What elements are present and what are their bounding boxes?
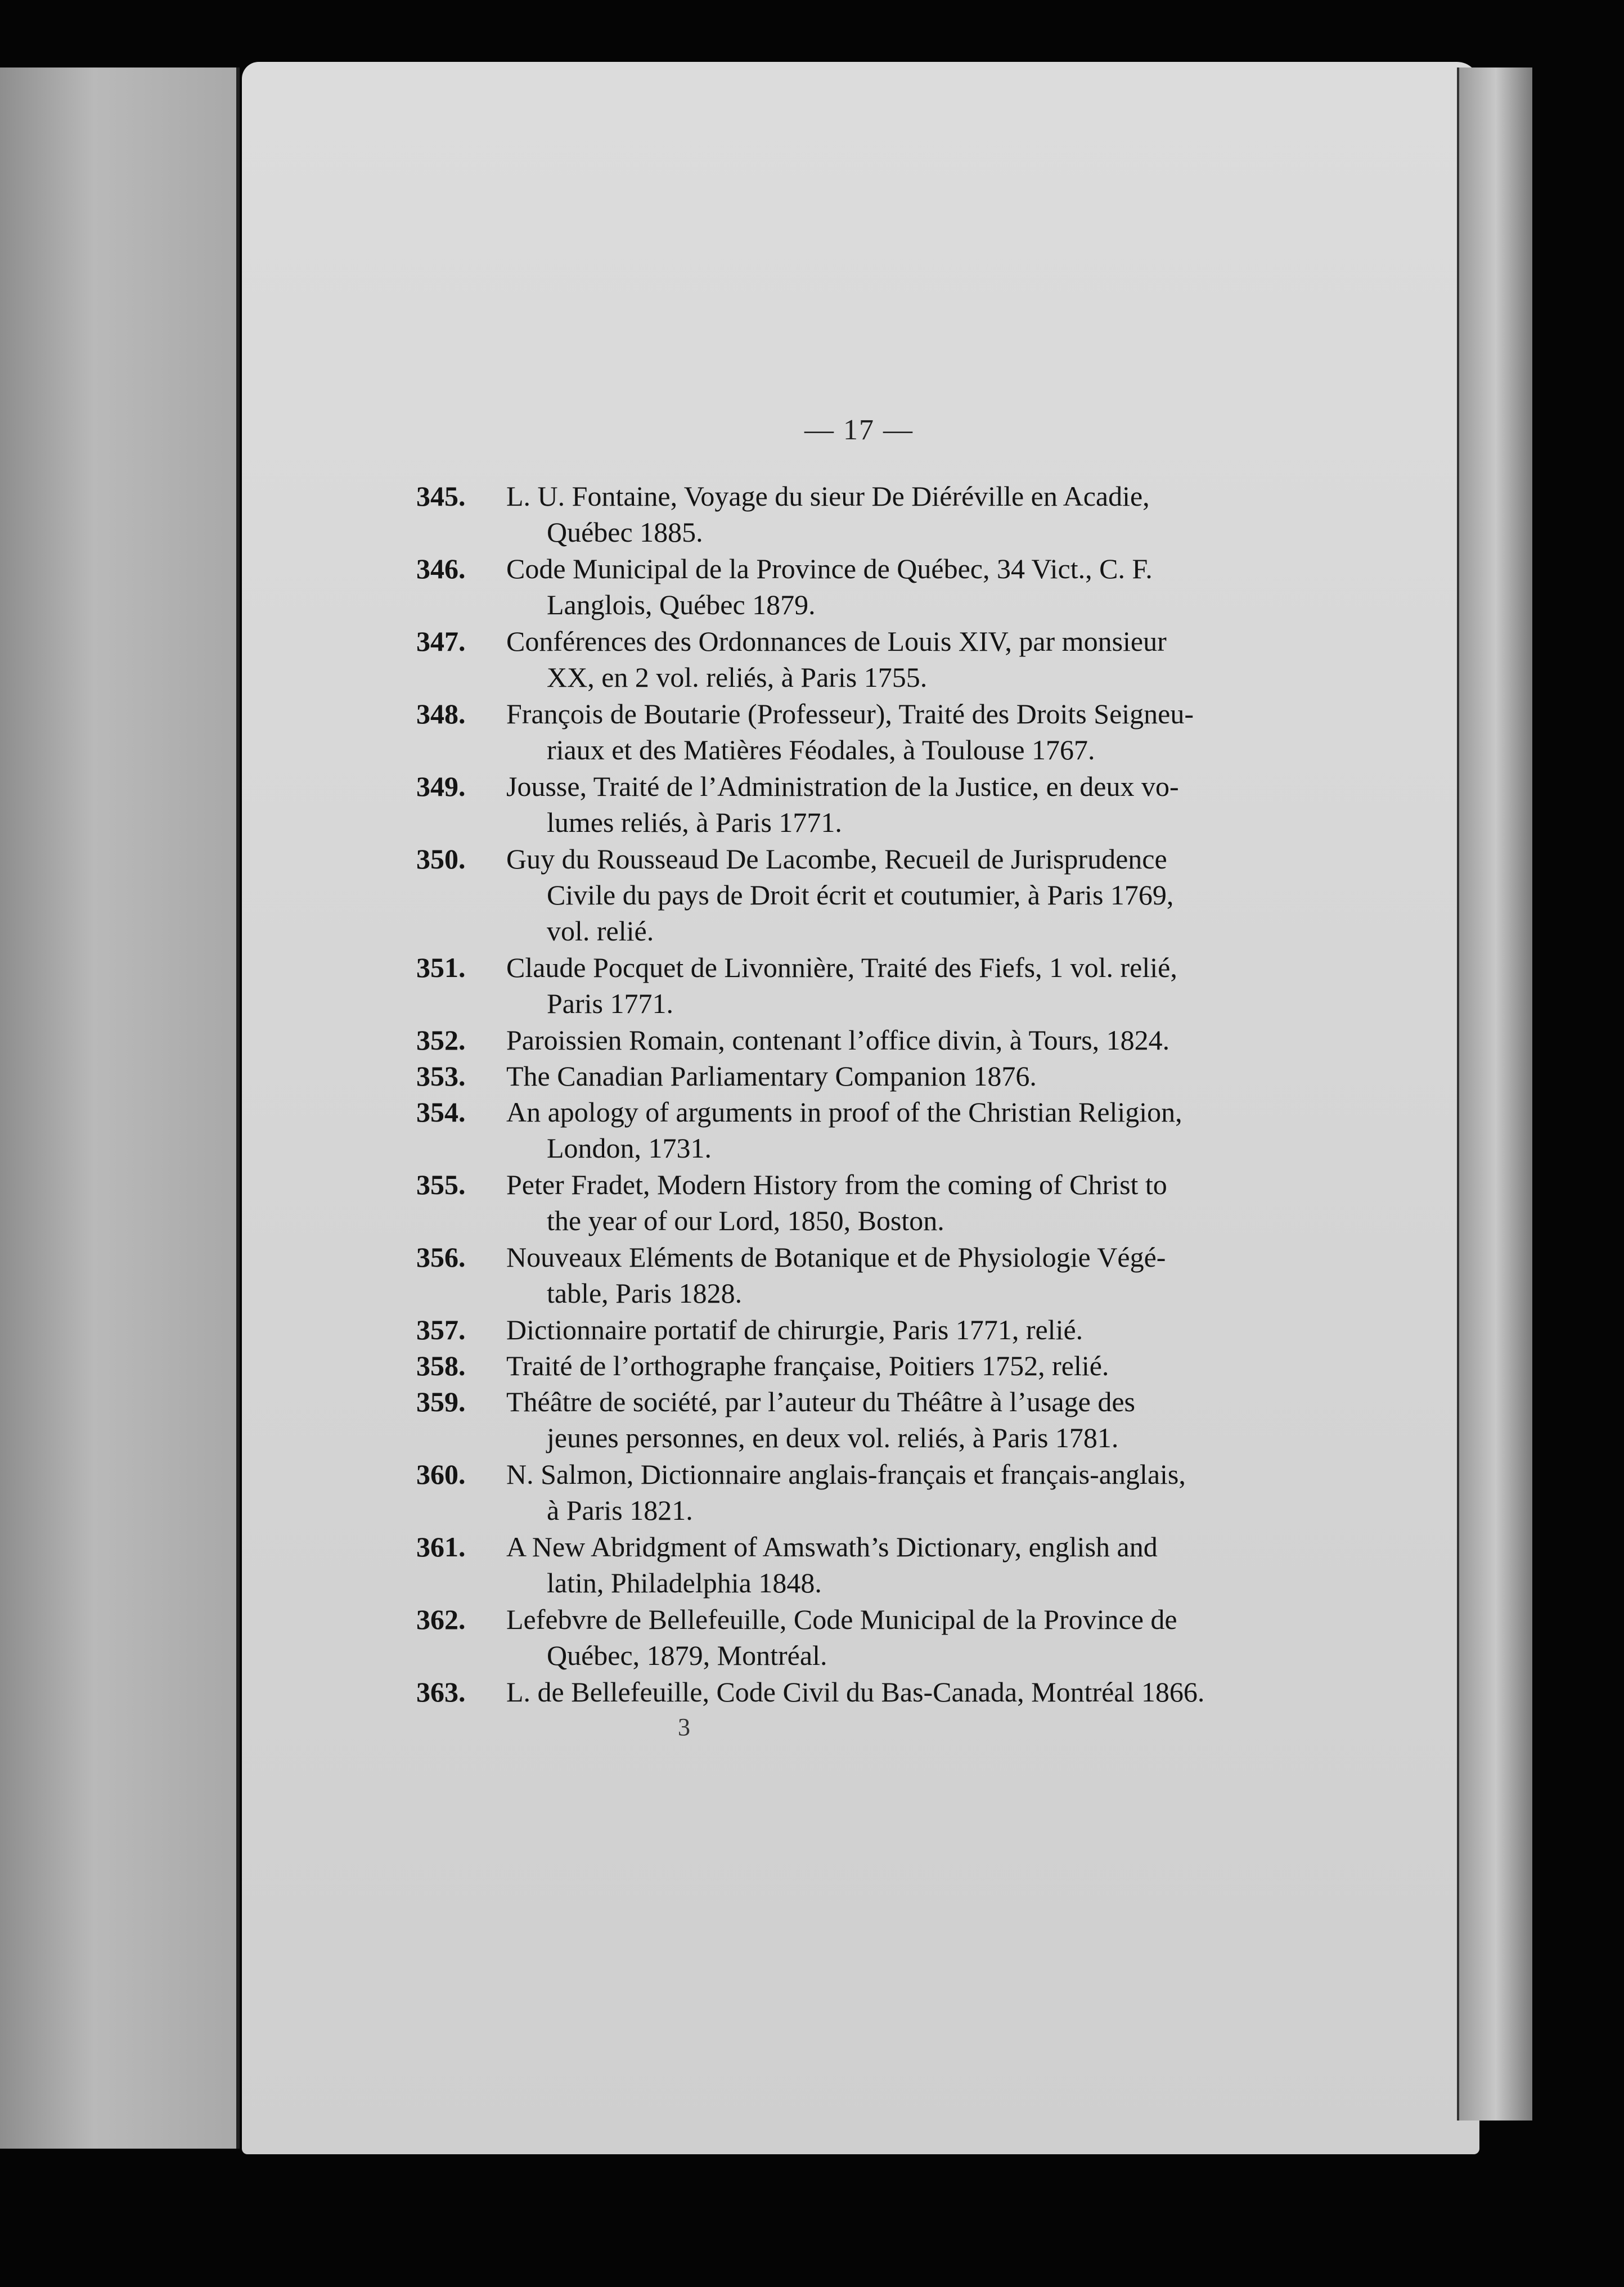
entry-line: Lefebvre de Bellefeuille, Code Municipal de la Province de (506, 1604, 1177, 1635)
entry-number: 357. (416, 1314, 466, 1345)
entry-number: 360. (416, 1458, 466, 1490)
entry-text (506, 1384, 1311, 1456)
entry-line: Traité de l’orthographe française, Poitiers 1752, relié. (506, 1350, 1109, 1381)
entry-text (506, 768, 1311, 840)
entry-line: Nouveaux Eléments de Botanique et de Physiologie Végé- (506, 1241, 1166, 1273)
entry-number: 346. (416, 553, 466, 584)
entry-continuation: XX, en 2 vol. reliés, à Paris 1755. (547, 661, 928, 693)
entry-number: 355. (416, 1169, 466, 1200)
entry-line: A New Abridgment of Amswath’s Dictionary, english and (506, 1531, 1158, 1563)
entry-text (506, 1529, 1311, 1601)
entry-text (506, 949, 1311, 1021)
entry-line: François de Boutarie (Professeur), Traité des Droits Seigneu- (506, 698, 1194, 730)
entry-text (506, 841, 1311, 949)
entry-continuation: London, 1731. (547, 1132, 712, 1164)
entry-line: The Canadian Parliamentary Companion 1876. (506, 1060, 1037, 1092)
entry-continuation: Québec, 1879, Montréal. (547, 1640, 827, 1671)
entry-text (506, 1312, 1311, 1348)
entry-number: 345. (416, 480, 466, 512)
entry-text (506, 1022, 1311, 1058)
entry-continuation: the year of our Lord, 1850, Boston. (547, 1205, 944, 1236)
entry-number: 354. (416, 1096, 466, 1128)
entry-number: 347. (416, 625, 466, 657)
entry-continuation: Québec 1885. (547, 516, 703, 548)
entry-line: L. de Bellefeuille, Code Civil du Bas-Canada, Montréal 1866. (506, 1676, 1205, 1708)
entry-continuation: jeunes personnes, en deux vol. reliés, à Paris 1781. (547, 1422, 1119, 1453)
entry-text (506, 1167, 1311, 1239)
entry-number: 351. (416, 952, 466, 983)
entry-text (506, 1058, 1311, 1094)
entry-text (506, 623, 1311, 695)
entry-line: L. U. Fontaine, Voyage du sieur De Diéréville en Acadie, (506, 480, 1150, 512)
entry-number: 361. (416, 1531, 466, 1563)
entry-text (506, 1239, 1311, 1311)
entry-line: Jousse, Traité de l’Administration de la Justice, en deux vo- (506, 771, 1179, 802)
entry-line: Dictionnaire portatif de chirurgie, Paris 1771, relié. (506, 1314, 1083, 1345)
entry-text (506, 1348, 1311, 1384)
entry-number: 353. (416, 1060, 466, 1092)
entry-line: Code Municipal de la Province de Québec, 34 Vict., C. F. (506, 553, 1153, 584)
entry-line: Paroissien Romain, contenant l’office divin, à Tours, 1824. (506, 1024, 1170, 1056)
entry-continuation: Paris 1771. (547, 988, 673, 1019)
page-number: — 17 — (804, 414, 914, 446)
entry-continuation: vol. relié. (547, 915, 654, 947)
entry-line: Guy du Rousseaud De Lacombe, Recueil de Jurisprudence (506, 843, 1167, 875)
entry-number: 348. (416, 698, 466, 730)
entry-text (506, 551, 1311, 623)
entry-number: 358. (416, 1350, 466, 1381)
entry-continuation: Langlois, Québec 1879. (547, 589, 816, 620)
entry-continuation: lumes reliés, à Paris 1771. (547, 807, 842, 838)
entry-continuation: Civile du pays de Droit écrit et coutumier, à Paris 1769, (547, 879, 1174, 911)
entry-text (506, 1601, 1311, 1673)
entry-continuation: riaux et des Matières Féodales, à Toulouse 1767. (547, 734, 1095, 766)
entry-line: N. Salmon, Dictionnaire anglais-français et français-anglais, (506, 1458, 1186, 1490)
entry-text (506, 1094, 1311, 1166)
entry-text (506, 1674, 1311, 1710)
entry-text (506, 1456, 1311, 1528)
entry-line: Peter Fradet, Modern History from the coming of Christ to (506, 1169, 1167, 1200)
entry-continuation: à Paris 1821. (547, 1494, 693, 1526)
entry-number: 363. (416, 1676, 466, 1708)
entry-line: An apology of arguments in proof of the Christian Religion, (506, 1096, 1182, 1128)
entry-number: 350. (416, 843, 466, 875)
entry-number: 359. (416, 1386, 466, 1417)
entry-line: Conférences des Ordonnances de Louis XIV, par monsieur (506, 625, 1167, 657)
entry-text (506, 696, 1311, 768)
entry-number: 352. (416, 1024, 466, 1056)
entry-number: 362. (416, 1604, 466, 1635)
entry-line: Théâtre de société, par l’auteur du Théâtre à l’usage des (506, 1386, 1135, 1417)
entry-continuation: table, Paris 1828. (547, 1277, 743, 1309)
entry-number: 349. (416, 771, 466, 802)
entry-text (506, 478, 1311, 550)
signature-mark: 3 (678, 1713, 690, 1741)
entry-continuation: latin, Philadelphia 1848. (547, 1567, 822, 1599)
entry-number: 356. (416, 1241, 466, 1273)
entry-line: Claude Pocquet de Livonnière, Traité des Fiefs, 1 vol. relié, (506, 952, 1177, 983)
